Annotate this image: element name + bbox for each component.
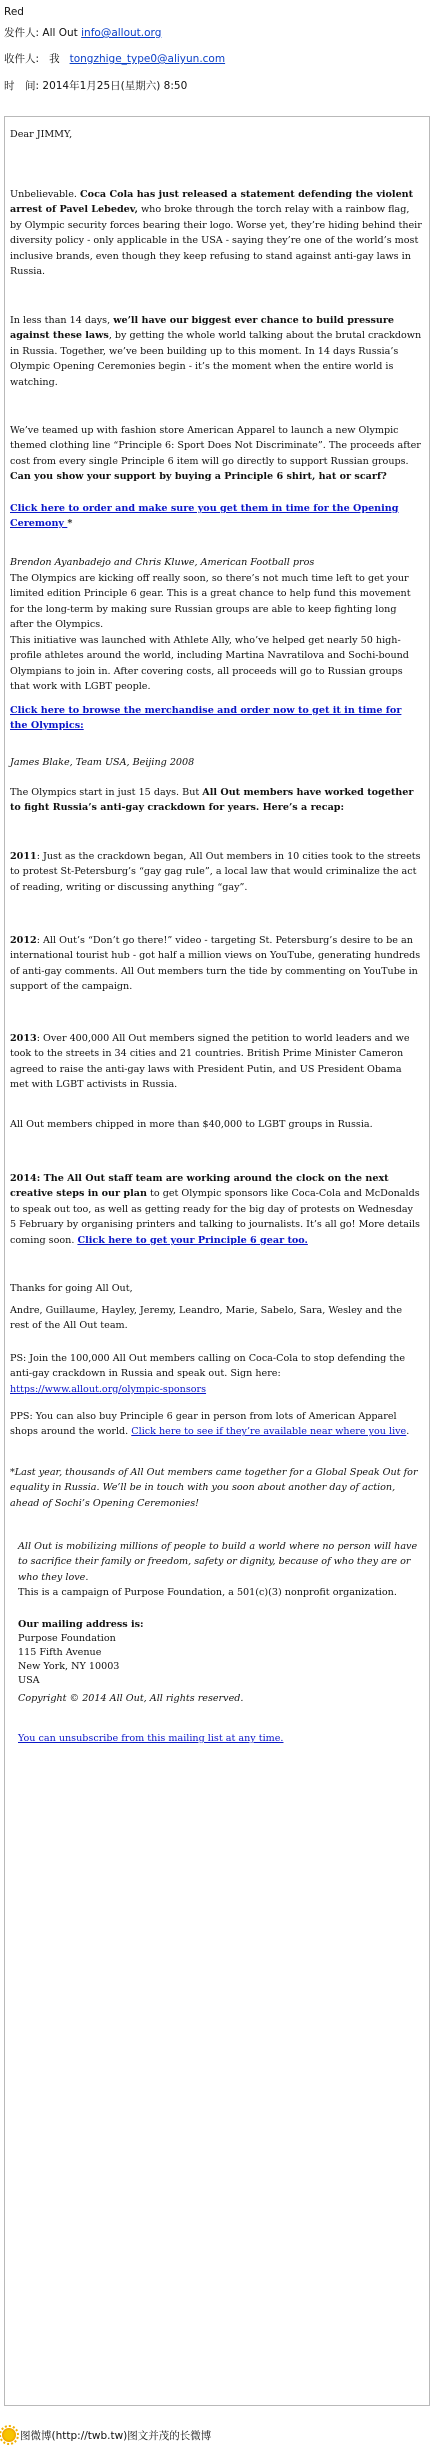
sender-name: Red (4, 6, 24, 18)
paragraph-10: All Out members chipped in more than $40,000 to LGBT groups in Russia. (10, 1119, 373, 1130)
merch-link-paragraph (10, 703, 422, 734)
mission-statement: All Out is mobilizing millions of people to build a world where no person will have to sacrifice their family or freedom, safety or dignity, because of who they are or who they love. (18, 1541, 418, 1583)
address-line-4: USA (18, 1675, 40, 1686)
recap-2012: 2012: All Out’s “Don’t go there!” video - targeting St. Petersburg’s desire to be an international tourist hub - got half a million views on YouTube, generating hundreds of anti-gay comments. All Out members turn the tide by commenting on YouTube in support of the campaign. (10, 935, 421, 993)
order-link-paragraph: Click here to order and make sure you get them in time for the Opening Ceremony * (10, 503, 399, 530)
quote-james-blake: James Blake, Team USA, Beijing 2008 (10, 757, 195, 768)
merch-link[interactable]: Click here to browse the merchandise and order now to get it in time for the Olympics: (10, 705, 402, 732)
thanks: Thanks for going All Out, (10, 1283, 133, 1294)
paragraph-3: We’ve teamed up with fashion store American Apparel to launch a new Olympic themed clothing line “Principle 6: Sport Does Not Discriminate”. The proceeds after cost from every single Principle 6 item will go directly to support Russian groups. Can you show your support by buying a Principle 6 shirt, hat or scarf? (10, 425, 421, 483)
to-row (4, 52, 225, 66)
address-line-1: Purpose Foundation (18, 1633, 116, 1644)
paragraph-4: The Olympics are kicking off really soon, so there’s not much time left to get your limited edition Principle 6 gear. This is a great chance to help fund this movement for the long-term by making sure Russian groups are able to keep fighting long after the Olympics. (10, 573, 411, 631)
paragraph-6: The Olympics start in just 15 days. But All Out members have worked together to fight Russia’s anti-gay crackdown for years. Here’s a recap: (10, 787, 414, 814)
unsubscribe-paragraph (18, 1731, 420, 1746)
unsubscribe-link[interactable]: You can unsubscribe from this mailing list at any time. (18, 1733, 284, 1744)
to-email-link[interactable]: tongzhige_type0@aliyun.com (69, 53, 226, 65)
from-row (4, 26, 161, 40)
mailing-label: Our mailing address is: (18, 1619, 144, 1630)
order-link[interactable]: Click here to order and make sure you get them in time for the Opening Ceremony (10, 503, 399, 530)
campaign-note: This is a campaign of Purpose Foundation, a 501(c)(3) nonprofit organization. (18, 1587, 397, 1598)
postscript: PS: Join the 100,000 All Out members calling on Coca-Cola to stop defending the anti-gay crackdown in Russia and speak out. Sign here: https://www.allout.org/olympic-sponsors (10, 1353, 406, 1395)
to-value: 我 (49, 53, 60, 65)
message-body (4, 116, 430, 2406)
recap-2014: 2014: The All Out staff team are working around the clock on the next creative steps in our plan to get Olympic sponsors like Coca-Cola and McDonalds to speak out too, as well as getting ready for the big day of protests on Wednesday 5 February by organising printers and talking to journalists. It’s all go! More details coming soon. Click here to get your Principle 6 gear too. (10, 1173, 420, 1246)
paragraph-1: Unbelievable. Coca Cola has just released a statement defending the violent arrest of Pavel Lebedev, who broke through the torch relay with a rainbow flag, by Olympic security forces bearing their logo. Worse yet, they’re hiding behind their diversity policy - only applicable in the USA - saying they’re one of the world’s most inclusive brands, even though they keep refusing to stand against anti-gay laws in Russia. (10, 189, 422, 278)
address-line-2: 115 Fifth Avenue (18, 1647, 102, 1658)
footer-bar (0, 2418, 438, 2460)
recap-2013: 2013: Over 400,000 All Out members signed the petition to world leaders and we took to the streets in 34 cities and 21 countries. British Prime Minister Cameron agreed to raise the anti-gay laws with President Putin, and US President Obama met with LGBT activists in Russia. (10, 1033, 410, 1091)
paragraph-5: This initiative was launched with Athlete Ally, who’ve helped get nearly 50 high-profile athletes around the world, including Martina Navratilova and Sochi-bound Olympians to join in. After covering costs, all proceeds will go to Russian groups that work with LGBT people. (10, 635, 409, 693)
to-label: 收件人: (4, 53, 40, 65)
store-locator-link[interactable]: Click here to see if they’re available near where you live (131, 1426, 407, 1438)
address-line-3: New York, NY 10003 (18, 1661, 120, 1672)
time-row (4, 79, 187, 93)
from-email-link[interactable]: info@allout.org (81, 27, 162, 39)
recap-2011: 2011: Just as the crackdown began, All Out members in 10 cities took to the streets to protest St-Petersburg’s “gay gag rule”, a local law that would criminalize the act of reading, writing or discussing anything “gay”. (10, 851, 421, 893)
footnote: *Last year, thousands of All Out members came together for a Global Speak Out for equality in Russia. We’ll be in touch with you soon about another day of action, ahead of Sochi’s Opening Ceremonies! (10, 1467, 418, 1509)
time-value: 2014年1月25日(星期六) 8:50 (42, 80, 188, 92)
post-postscript: PPS: You can also buy Principle 6 gear in person from lots of American Apparel shops around the world. Click here to see if they’re available near where you live. (10, 1411, 410, 1438)
time-label: 时 间: (4, 80, 40, 92)
paragraph-2: In less than 14 days, we’ll have our biggest ever chance to build pressure against these laws, by getting the whole world talking about the brutal crackdown in Russia. Together, we’ve been building up to this moment. In 14 days Russia’s Olympic Opening Ceremonies begin - it’s the moment when the entire world is watching. (10, 315, 422, 388)
from-value: All Out (42, 27, 78, 39)
greeting: Dear JIMMY, (10, 129, 73, 140)
weibo-sun-icon (2, 2428, 16, 2442)
footer-text: 图微博(http://twb.tw)图文并茂的长微博 (20, 2430, 212, 2442)
copyright: Copyright © 2014 All Out, All rights reserved. (18, 1693, 244, 1704)
olympic-sponsors-link[interactable]: https://www.allout.org/olympic-sponsors (10, 1383, 207, 1395)
gear-link[interactable]: Click here to get your Principle 6 gear too. (77, 1234, 308, 1246)
from-label: 发件人: (4, 27, 40, 39)
signers: Andre, Guillaume, Hayley, Jeremy, Leandro, Marie, Sabelo, Sara, Wesley and the rest of the All Out team. (10, 1305, 403, 1332)
quote-ayanbadejo-kluwe: Brendon Ayanbadejo and Chris Kluwe, American Football pros (10, 557, 315, 568)
